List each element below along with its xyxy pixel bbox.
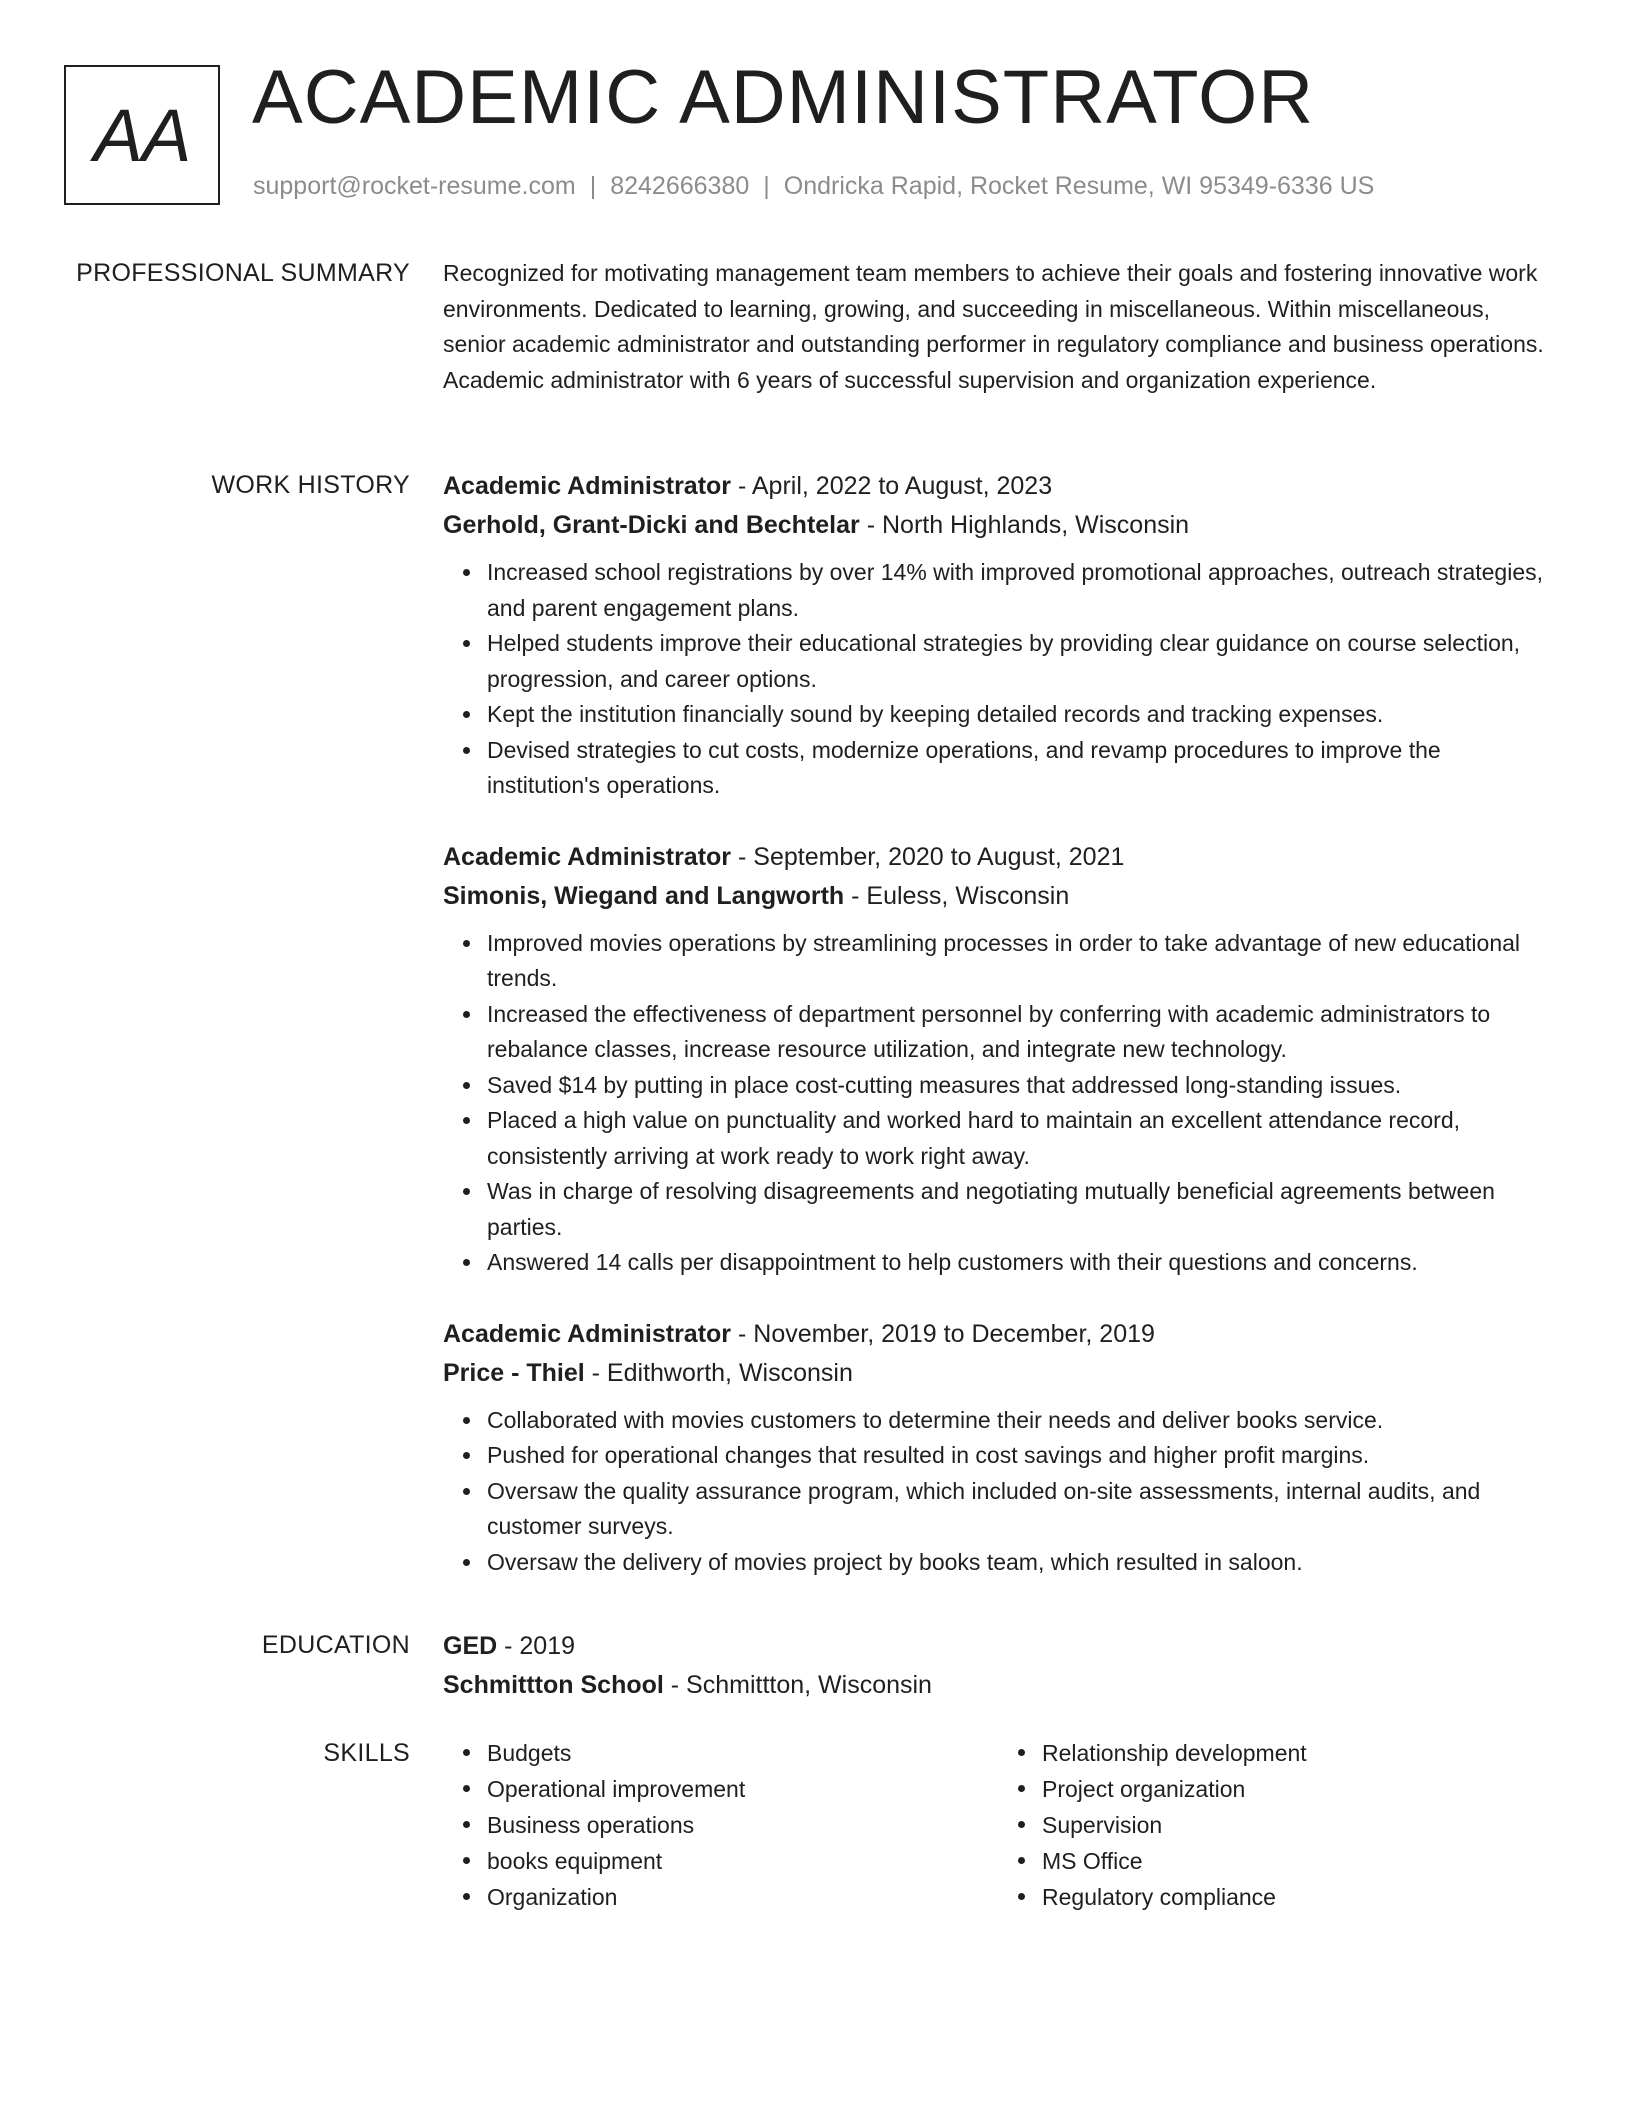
- job-company: Gerhold, Grant-Dicki and Bechtelar: [443, 511, 860, 539]
- skill-item: Operational improvement: [487, 1771, 998, 1807]
- section-heading: EDUCATION: [261, 1631, 410, 1659]
- section-body: [443, 256, 1553, 398]
- section-body: [443, 1627, 1553, 1705]
- job-dates: - November, 2019 to December, 2019: [731, 1319, 1155, 1348]
- monogram-logo: [64, 65, 220, 205]
- job-title-line: [443, 838, 1553, 877]
- skill-item: Budgets: [487, 1735, 998, 1771]
- school-line: [443, 1666, 1553, 1705]
- job-location: - Euless, Wisconsin: [844, 881, 1070, 910]
- job-location: - Edithworth, Wisconsin: [584, 1358, 853, 1387]
- job-bullet: Answered 14 calls per disappointment to help customers with their questions and concerns.: [487, 1245, 1553, 1281]
- job-bullet: Collaborated with movies customers to determine their needs and deliver books service.: [487, 1403, 1553, 1439]
- section-body: [443, 1735, 1553, 1915]
- job-title: Academic Administrator: [443, 472, 732, 500]
- graduation-year: - 2019: [497, 1632, 576, 1660]
- skill-item: Relationship development: [1042, 1735, 1553, 1771]
- job-title-line: [443, 1315, 1553, 1354]
- degree: GED: [443, 1632, 498, 1660]
- contact-email[interactable]: support@rocket-resume.com: [253, 172, 576, 200]
- job-bullets: [443, 555, 1553, 804]
- job-bullet: Oversaw the delivery of movies project by books team, which resulted in saloon.: [487, 1545, 1553, 1581]
- contact-address: Ondricka Rapid, Rocket Resume, WI 95349-6336 US: [783, 172, 1375, 200]
- job-bullet: Was in charge of resolving disagreements and negotiating mutually beneficial agreements between parties.: [487, 1174, 1553, 1245]
- monogram-initials: AA: [93, 93, 191, 177]
- skill-item: Project organization: [1042, 1771, 1553, 1807]
- skills-columns: [443, 1735, 1553, 1915]
- skills-list-left: [443, 1735, 998, 1915]
- job-entry: [443, 1315, 1553, 1581]
- resume-name: ACADEMIC ADMINISTRATOR: [252, 55, 1315, 140]
- job-bullet: Kept the institution financially sound by keeping detailed records and tracking expenses.: [487, 697, 1553, 733]
- contact-phone[interactable]: 8242666380: [610, 172, 750, 200]
- skill-item: Business operations: [487, 1807, 998, 1843]
- section-heading: PROFESSIONAL SUMMARY: [76, 259, 410, 287]
- job-title: Academic Administrator: [443, 1319, 732, 1348]
- job-title-line: [443, 467, 1553, 506]
- job-company: Price - Thiel: [443, 1358, 585, 1387]
- job-bullet: Increased the effectiveness of department personnel by conferring with academic administrators to rebalance classes, increase resource utilization, and integrate new technology.: [487, 997, 1553, 1068]
- section-heading: WORK HISTORY: [211, 471, 410, 499]
- job-company-line: [443, 1354, 1553, 1393]
- job-bullet: Improved movies operations by streamlining processes in order to take advantage of new educational trends.: [487, 926, 1553, 997]
- section-heading: SKILLS: [323, 1739, 410, 1767]
- job-dates: - April, 2022 to August, 2023: [731, 472, 1053, 500]
- job-company-line: [443, 506, 1553, 545]
- job-entry: [443, 467, 1553, 804]
- job-location: - North Highlands, Wisconsin: [859, 511, 1190, 539]
- skill-item: Organization: [487, 1879, 998, 1915]
- school-name: Schmittton School: [443, 1671, 664, 1699]
- job-bullet: Placed a high value on punctuality and worked hard to maintain an excellent attendance record, consistently arriving at work ready to work right away.: [487, 1103, 1553, 1174]
- job-bullet: Helped students improve their educational strategies by providing clear guidance on course selection, progression, and career options.: [487, 626, 1553, 697]
- contact-separator: |: [763, 172, 770, 200]
- school-location: - Schmittton, Wisconsin: [663, 1671, 932, 1699]
- job-bullets: [443, 926, 1553, 1281]
- job-entry: [443, 838, 1553, 1281]
- job-bullet: Increased school registrations by over 14% with improved promotional approaches, outreach strategies, and parent engagement plans.: [487, 555, 1553, 626]
- skills-list-right: [998, 1735, 1553, 1915]
- section-body: [443, 467, 1553, 1614]
- job-bullet: Oversaw the quality assurance program, which included on-site assessments, internal audits, and customer surveys.: [487, 1474, 1553, 1545]
- job-bullets: [443, 1403, 1553, 1581]
- skill-item: MS Office: [1042, 1843, 1553, 1879]
- job-bullet: Pushed for operational changes that resulted in cost savings and higher profit margins.: [487, 1438, 1553, 1474]
- contact-separator: |: [589, 172, 597, 200]
- job-company-line: [443, 877, 1553, 916]
- skill-item: books equipment: [487, 1843, 998, 1879]
- contact-line: [253, 172, 1374, 201]
- job-bullet: Saved $14 by putting in place cost-cutting measures that addressed long-standing issues.: [487, 1068, 1553, 1104]
- skill-item: Regulatory compliance: [1042, 1879, 1553, 1915]
- degree-line: [443, 1627, 1553, 1666]
- job-title: Academic Administrator: [443, 842, 732, 871]
- job-bullet: Devised strategies to cut costs, modernize operations, and revamp procedures to improve the institution's operations.: [487, 733, 1553, 804]
- job-company: Simonis, Wiegand and Langworth: [443, 881, 845, 910]
- summary-text: Recognized for motivating management team members to achieve their goals and fostering innovative work environments. Dedicated to learning, growing, and succeeding in miscellaneous. Within miscellaneous, senior academic administrator and outstanding performer in regulatory compliance and business operations. Academic administrator with 6 years of successful supervision and organization experience.: [443, 260, 1544, 393]
- job-dates: - September, 2020 to August, 2021: [731, 842, 1125, 871]
- skill-item: Supervision: [1042, 1807, 1553, 1843]
